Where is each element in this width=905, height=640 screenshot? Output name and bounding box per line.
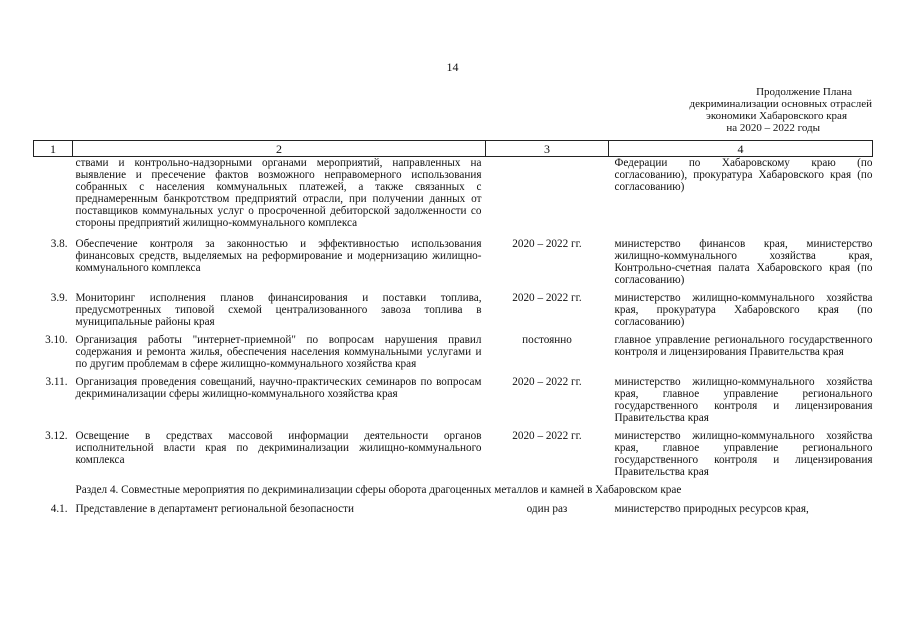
table-row bbox=[34, 503, 873, 515]
table-header-row bbox=[34, 141, 873, 157]
row-term: 2020 – 2022 гг. bbox=[512, 292, 582, 304]
header-line-3: экономики Хабаровского края bbox=[706, 110, 847, 122]
row-executors: министерство природных ресурсов края, bbox=[614, 503, 809, 515]
document-header-note bbox=[632, 86, 872, 134]
row-number: 3.12. bbox=[45, 430, 68, 442]
row-executors: министерство жилищно-коммунального хозяйства края, прокуратура Хабаровского края (по согласованию) bbox=[614, 292, 873, 328]
row-description: Мониторинг исполнения планов финансирования и поставки топлива, предусмотренных типовой схемой централизованного завоза топлива в муниципальные районы края bbox=[75, 292, 482, 328]
row-description: ствами и контрольно-надзорными органами мероприятий, направленных на выявление и пресечение фактов возможного неправомерного использования собранных с населения коммунальных платежей, а также связанных с преднамеренным банкротством предприятий отрасли, при получении данных от поставщиков коммунальных услуг о просроченной дебиторской задолженности со стороны предприятий жилищно-коммунального комплекса bbox=[75, 157, 482, 229]
row-number: 3.10. bbox=[45, 334, 68, 346]
row-description: Организация работы "интернет-приемной" по вопросам нарушения правил содержания и ремонта жилья, обеспечения населения коммунальными услугами и по другим проблемам в сфере жилищно-коммунального хозяйства края bbox=[75, 334, 482, 370]
row-term: 2020 – 2022 гг. bbox=[512, 376, 582, 388]
table-row bbox=[34, 376, 873, 424]
row-number: 3.9. bbox=[50, 292, 68, 304]
row-description: Обеспечение контроля за законностью и эффективностью использования финансовых средств, выделяемых на реформирование и модернизацию жилищно-коммунального комплекса bbox=[75, 238, 482, 274]
row-term: 2020 – 2022 гг. bbox=[512, 430, 582, 442]
row-executors: главное управление регионального государственного контроля и лицензирования Правительства края bbox=[614, 334, 873, 358]
row-term bbox=[486, 157, 609, 230]
row-description: Организация проведения совещаний, научно-практических семинаров по вопросам декриминализации сферы жилищно-коммунального хозяйства края bbox=[75, 376, 482, 400]
row-term: один раз bbox=[526, 503, 568, 515]
header-line-2: декриминализации основных отраслей bbox=[689, 98, 872, 110]
row-number: 4.1. bbox=[50, 503, 68, 515]
table-row bbox=[34, 238, 873, 286]
table-row bbox=[34, 334, 873, 370]
page-number: 14 bbox=[446, 60, 459, 74]
row-number bbox=[34, 157, 73, 230]
section-heading-row bbox=[34, 484, 873, 496]
header-line-1: Продолжение Плана bbox=[756, 86, 852, 98]
row-executors: Федерации по Хабаровскому краю (по согласованию), прокуратура Хабаровского края (по согласованию) bbox=[614, 157, 873, 193]
row-number: 3.11. bbox=[45, 376, 68, 388]
table-row bbox=[34, 292, 873, 328]
section-4-heading: Раздел 4. Совместные мероприятия по декриминализации сферы оборота драгоценных металлов и камней в Хабаровском крае bbox=[75, 484, 682, 496]
row-number: 3.8. bbox=[50, 238, 68, 250]
column-header-4: 4 bbox=[609, 141, 873, 157]
row-description: Представление в департамент региональной безопасности bbox=[75, 503, 354, 515]
column-header-1: 1 bbox=[34, 141, 73, 157]
column-header-2: 2 bbox=[73, 141, 486, 157]
row-executors: министерство жилищно-коммунального хозяйства края, главное управление регионального государственного контроля и лицензирования Правительства края bbox=[614, 430, 873, 478]
plan-table bbox=[33, 140, 873, 515]
row-term: 2020 – 2022 гг. bbox=[512, 238, 582, 250]
row-executors: министерство финансов края, министерство жилищно-коммунального хозяйства края, Контрольно-счетная палата Хабаровского края (по согласованию) bbox=[614, 238, 873, 286]
row-executors: министерство жилищно-коммунального хозяйства края, главное управление регионального государственного контроля и лицензирования Правительства края bbox=[614, 376, 873, 424]
column-header-3: 3 bbox=[486, 141, 609, 157]
table-row bbox=[34, 430, 873, 478]
table-row bbox=[34, 157, 873, 230]
row-description: Освещение в средствах массовой информации деятельности органов исполнительной власти края по декриминализации жилищно-коммунального комплекса bbox=[75, 430, 482, 466]
header-line-4: на 2020 – 2022 годы bbox=[726, 122, 820, 134]
row-term: постоянно bbox=[522, 334, 572, 346]
